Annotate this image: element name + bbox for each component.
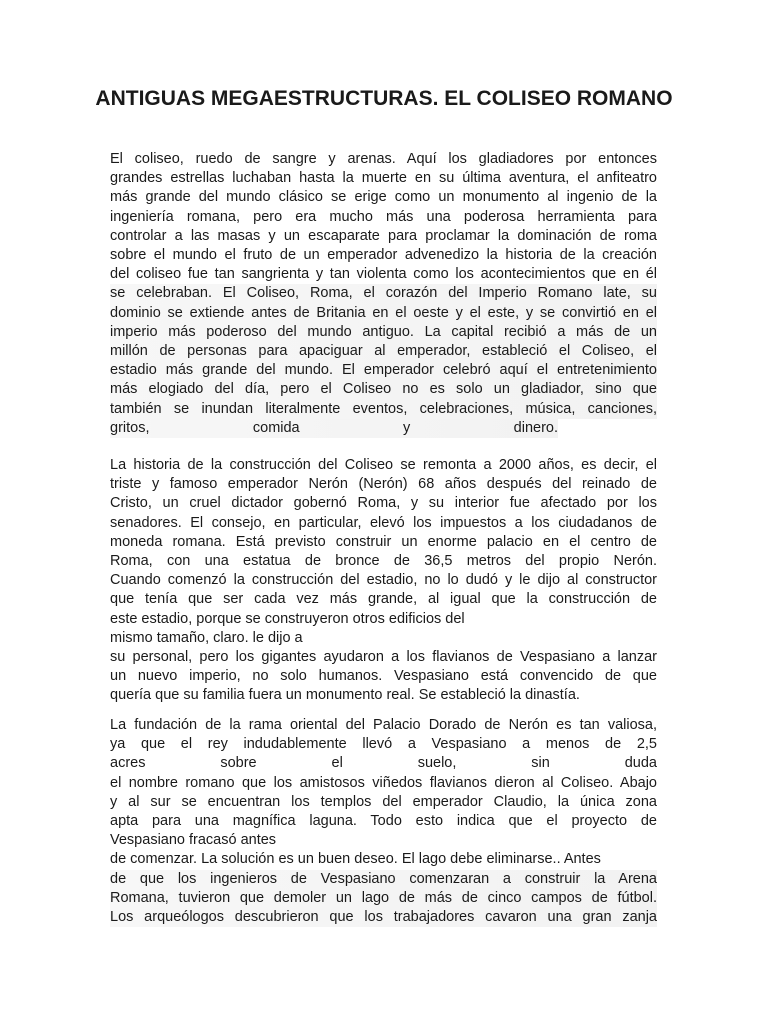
text-line: ingeniería romana, pero era mucho más una poderosa herramienta para [110,208,657,225]
text-line: La fundación de la rama oriental del Palacio Dorado de Nerón es tan valiosa, [110,717,657,733]
text-line: de que los ingenieros de Vespasiano comenzaran a construir la Arena [110,870,657,889]
text-line: el nombre romano que los amistosos viñedos flavianos dieron al Coliseo. Abajo [110,774,657,791]
text-line: moneda romana. Está previsto construir un enorme palacio en el centro de [110,533,657,550]
text-line: un nuevo imperio, no solo humanos. Vespasiano está convencido de que [110,668,657,685]
text-line: Cristo, un cruel dictador gobernó Roma, y su interior fue afectado por los [110,495,657,512]
text-line: y al sur se encuentran los templos del emperador Claudio, la única zona [110,793,657,810]
text-line: del coliseo fue tan sangrienta y tan violenta como los acontecimientos que en él [110,266,657,283]
document-title: ANTIGUAS MEGAESTRUCTURAS. EL COLISEO ROMANO [95,87,673,110]
text-line: millón de personas para apaciguar al emperador, estableció el Coliseo, el [110,342,657,361]
text-line: senadores. El consejo, en particular, elevó los impuestos a los ciudadanos de [110,514,657,531]
text-line: más grande del mundo clásico se erige como un monumento al ingenio de la [110,189,657,206]
text-line: más elogiado del día, pero el Coliseo no es solo un gladiador, sino que [110,380,657,399]
text-line: estadio más grande del mundo. El emperador celebró aquí el entretenimiento [110,361,657,380]
text-line: grandes estrellas luchaban hasta la muerte en su última aventura, el anfiteatro [110,170,657,187]
text-line: se celebraban. El Coliseo, Roma, el corazón del Imperio Romano late, su [110,284,657,303]
text-line: ya que el rey indudablemente llevó a Vespasiano a menos de 2,5 [110,736,657,753]
text-line: dominio se extiende antes de Britania en el oeste y el este, y se convirtió en el [110,304,657,323]
text-line: acres sobre el suelo, sin duda [110,755,657,772]
text-line: quería que su familia fuera un monumento real. Se estableció la dinastía. [110,687,580,704]
text-line: que tenía que ser cada vez más grande, al igual que la construcción de [110,591,657,608]
text-line: gritos, comida y dinero. [110,419,558,438]
text-line: Los arqueólogos descubrieron que los trabajadores cavaron una gran zanja [110,908,657,927]
text-line: apta para una magnífica laguna. Todo esto indica que el proyecto de [110,813,657,830]
paragraph-1 [110,150,657,438]
text-line: Roma, con una estatua de bronce de 36,5 metros del propio Nerón. [110,553,657,570]
text-line: mismo tamaño, claro. le dijo a [110,629,303,646]
text-line: Romana, tuvieron que demoler un lago de más de cinco campos de fútbol. [110,889,657,908]
text-line: de comenzar. La solución es un buen deseo. El lago debe eliminarse.. Antes [110,851,601,868]
paragraph-3 [110,716,657,927]
text-line: triste y famoso emperador Nerón (Nerón) 68 años después del reinado de [110,476,657,493]
text-line: este estadio, porque se construyeron otros edificios del [110,610,465,627]
text-line: Cuando comenzó la construcción del estadio, no lo dudó y le dijo al constructor [110,572,657,589]
text-line: Vespasiano fracasó antes [110,832,277,849]
text-line: su personal, pero los gigantes ayudaron a los flavianos de Vespasiano a lanzar [110,649,657,666]
text-line: sobre el mundo el fruto de un emperador advenedizo la historia de la creación [110,247,657,264]
text-line: imperio más poderoso del mundo antiguo. La capital recibió a más de un [110,323,657,342]
paragraph-2 [110,456,657,706]
text-line: La historia de la construcción del Coliseo se remonta a 2000 años, es decir, el [110,457,657,473]
text-line: El coliseo, ruedo de sangre y arenas. Aquí los gladiadores por entonces [110,151,657,167]
text-line: también se inundan literalmente eventos, celebraciones, música, canciones, [110,400,657,419]
text-line: controlar a las masas y un escaparate para proclamar la dominación de roma [110,227,657,244]
